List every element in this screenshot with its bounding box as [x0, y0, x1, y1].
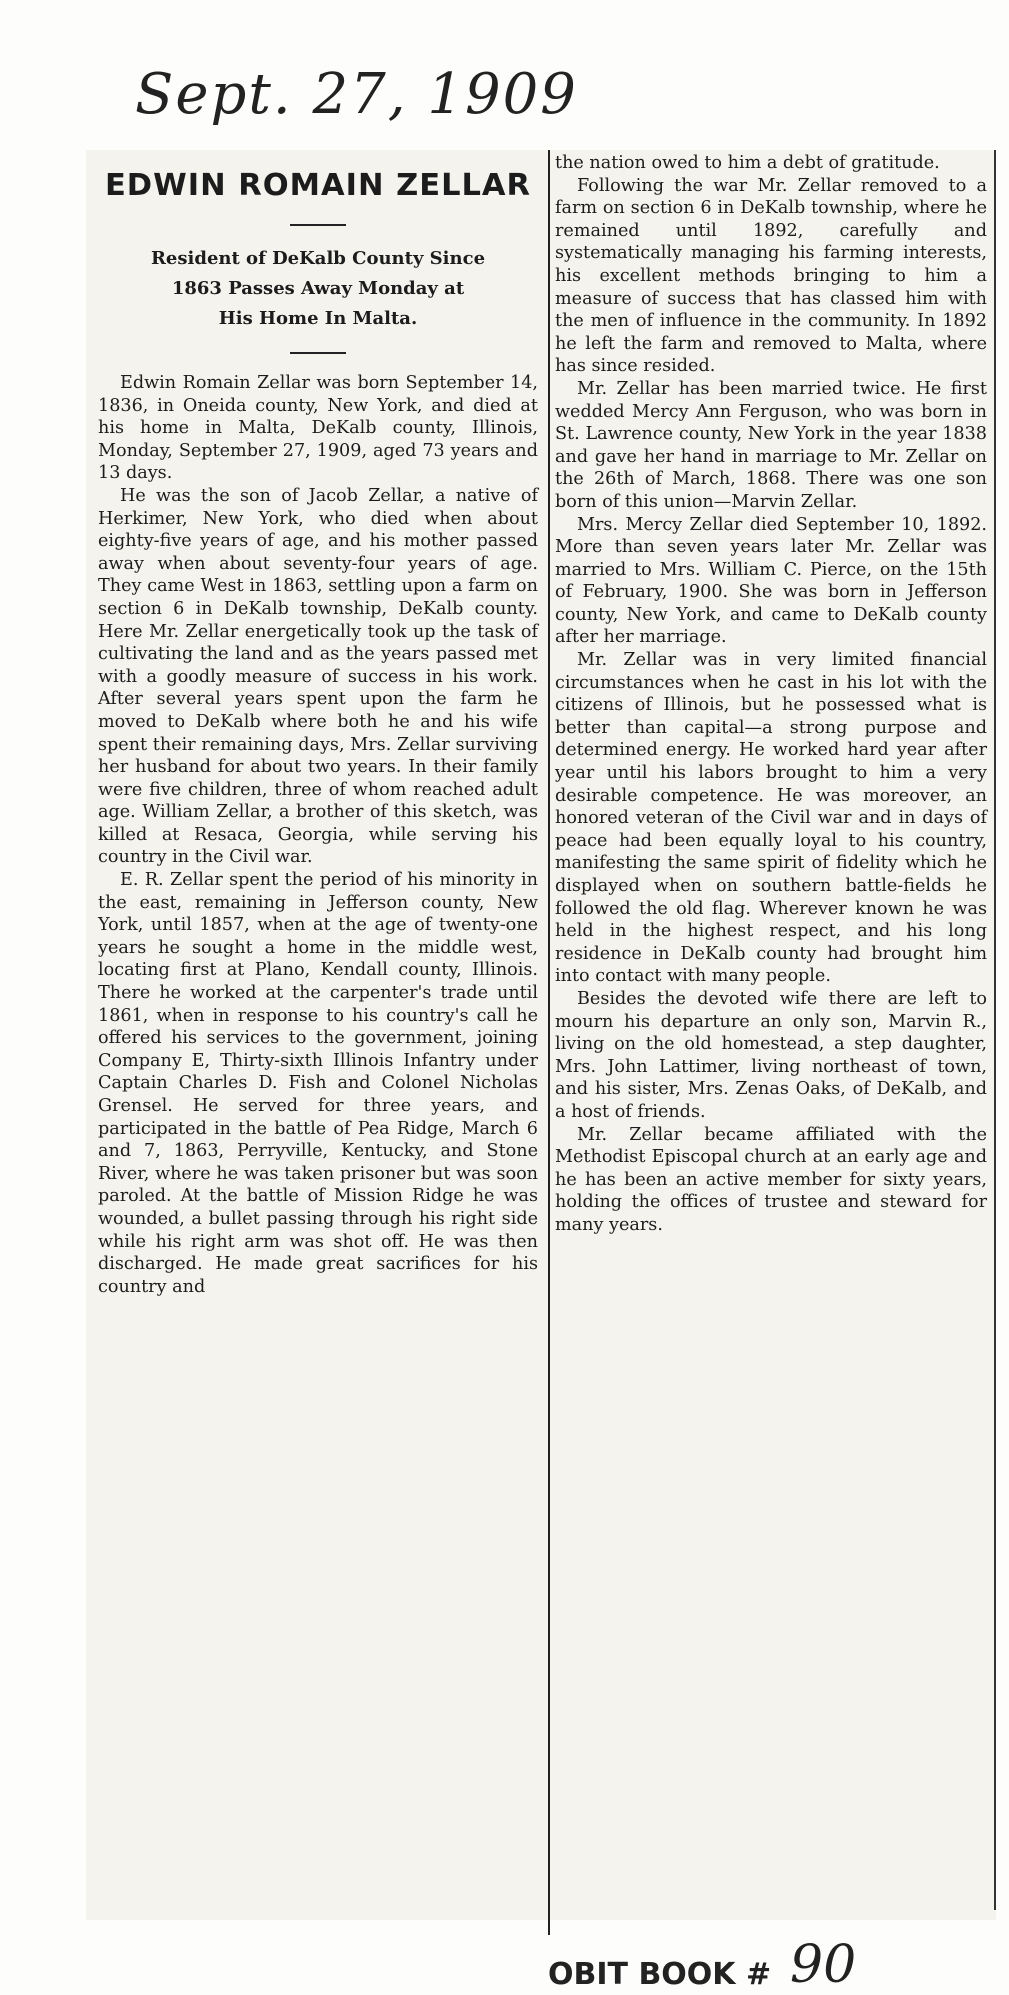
column-divider [548, 150, 550, 1935]
handwritten-date: Sept. 27, 1909 [135, 62, 578, 127]
subhead-line: His Home In Malta. [218, 308, 418, 329]
paragraph: He was the son of Jacob Zellar, a native of Herkimer, New York, who died when about eighty-five years of age, and his mother passed away when about seventy-four years of age. They came West in 1863, settling upon a farm on section 6 in DeKalb township, DeKalb county. Here Mr. Zellar energetically took up the task of cultivating the land and as the years passed met with a goodly measure of success in his work. After several years spent upon the farm he moved to DeKalb where both he and his wife spent their remaining days, Mrs. Zellar surviving her husband for about two years. In their family were five children, three of whom reached adult age. William Zellar, a brother of this sketch, was killed at Resaca, Georgia, while serving his country in the Civil war. [98, 485, 538, 868]
clipping-edge [994, 150, 996, 1910]
subhead-rule [290, 352, 346, 354]
column-left [98, 152, 538, 1298]
obit-book-label: OBIT BOOK # [548, 1957, 772, 1992]
paragraph: the nation owed to him a debt of gratitude. [555, 153, 940, 173]
paragraph: Besides the devoted wife there are left to mourn his departure an only son, Marvin R., living on the old homestead, a step daughter, Mrs. John Lattimer, living northeast of town, and his sister, Mrs. Zenas Oaks, of DeKalb, and a host of friends. [555, 988, 987, 1122]
obit-book-number: 90 [790, 1935, 857, 1995]
paragraph: Mr. Zellar has been married twice. He first wedded Mercy Ann Ferguson, who was born in St. Lawrence county, New York in the year 1838 and gave her hand in marriage to Mr. Zellar on the 26th of March, 1868. There was one son born of this union—Marvin Zellar. [555, 378, 987, 512]
paragraph: Mr. Zellar was in very limited financial circumstances when he cast in his lot with the citizens of Illinois, but he possessed what is better than capital—a strong purpose and determined energy. He worked hard year after year until his labors brought to him a very desirable competence. He was moreover, an honored veteran of the Civil war and in days of peace had been equally loyal to his country, manifesting the same spirit of fidelity which he displayed when on southern battle-fields he followed the old flag. Wherever known he was held in the highest respect, and his long residence in DeKalb county had brought him into contact with many people. [555, 650, 987, 987]
subhead-line: Resident of DeKalb County Since [150, 248, 486, 269]
paragraph: Mrs. Mercy Zellar died September 10, 1892. More than seven years later Mr. Zellar was married to Mrs. William C. Pierce, on the 15th of February, 1900. She was born in Jefferson county, New York, and came to DeKalb county after her marriage. [555, 514, 987, 648]
subhead-line: 1863 Passes Away Monday at [171, 278, 465, 299]
headline-rule [290, 224, 346, 226]
column-right [555, 152, 987, 1237]
subheadline [98, 244, 538, 334]
paragraph: E. R. Zellar spent the period of his minority in the east, remaining in Jefferson county, New York, until 1857, when at the age of twenty-one years he sought a home in the middle west, locating first at Plano, Kendall county, Illinois. There he worked at the carpenter's trade until 1861, when in response to his country's call he offered his services to the government, joining Company E, Thirty-sixth Illinois Infantry under Captain Charles D. Fish and Colonel Nicholas Grensel. He served for three years, and participated in the battle of Pea Ridge, March 6 and 7, 1863, Perryville, Kentucky, and Stone River, where he was taken prisoner but was soon paroled. At the battle of Mission Ridge he was wounded, a bullet passing through his right side while his right arm was shot off. He was then discharged. He made great sacrifices for his country and [98, 870, 538, 1297]
paragraph: Following the war Mr. Zellar removed to a farm on section 6 in DeKalb township, where he remained until 1892, carefully and systematically managing his farming interests, his excellent methods bringing to him a measure of success that has classed him with the men of influence in the community. In 1892 he left the farm and removed to Malta, where has since resided. [555, 175, 987, 377]
paragraph: Mr. Zellar became affiliated with the Methodist Episcopal church at an early age and he has been an active member for sixty years, holding the offices of trustee and steward for many years. [555, 1124, 987, 1235]
headline: EDWIN ROMAIN ZELLAR [104, 168, 532, 203]
paragraph: Edwin Romain Zellar was born September 14, 1836, in Oneida county, New York, and died at his home in Malta, DeKalb county, Illinois, Monday, September 27, 1909, aged 73 years and 13 days. [98, 373, 538, 484]
